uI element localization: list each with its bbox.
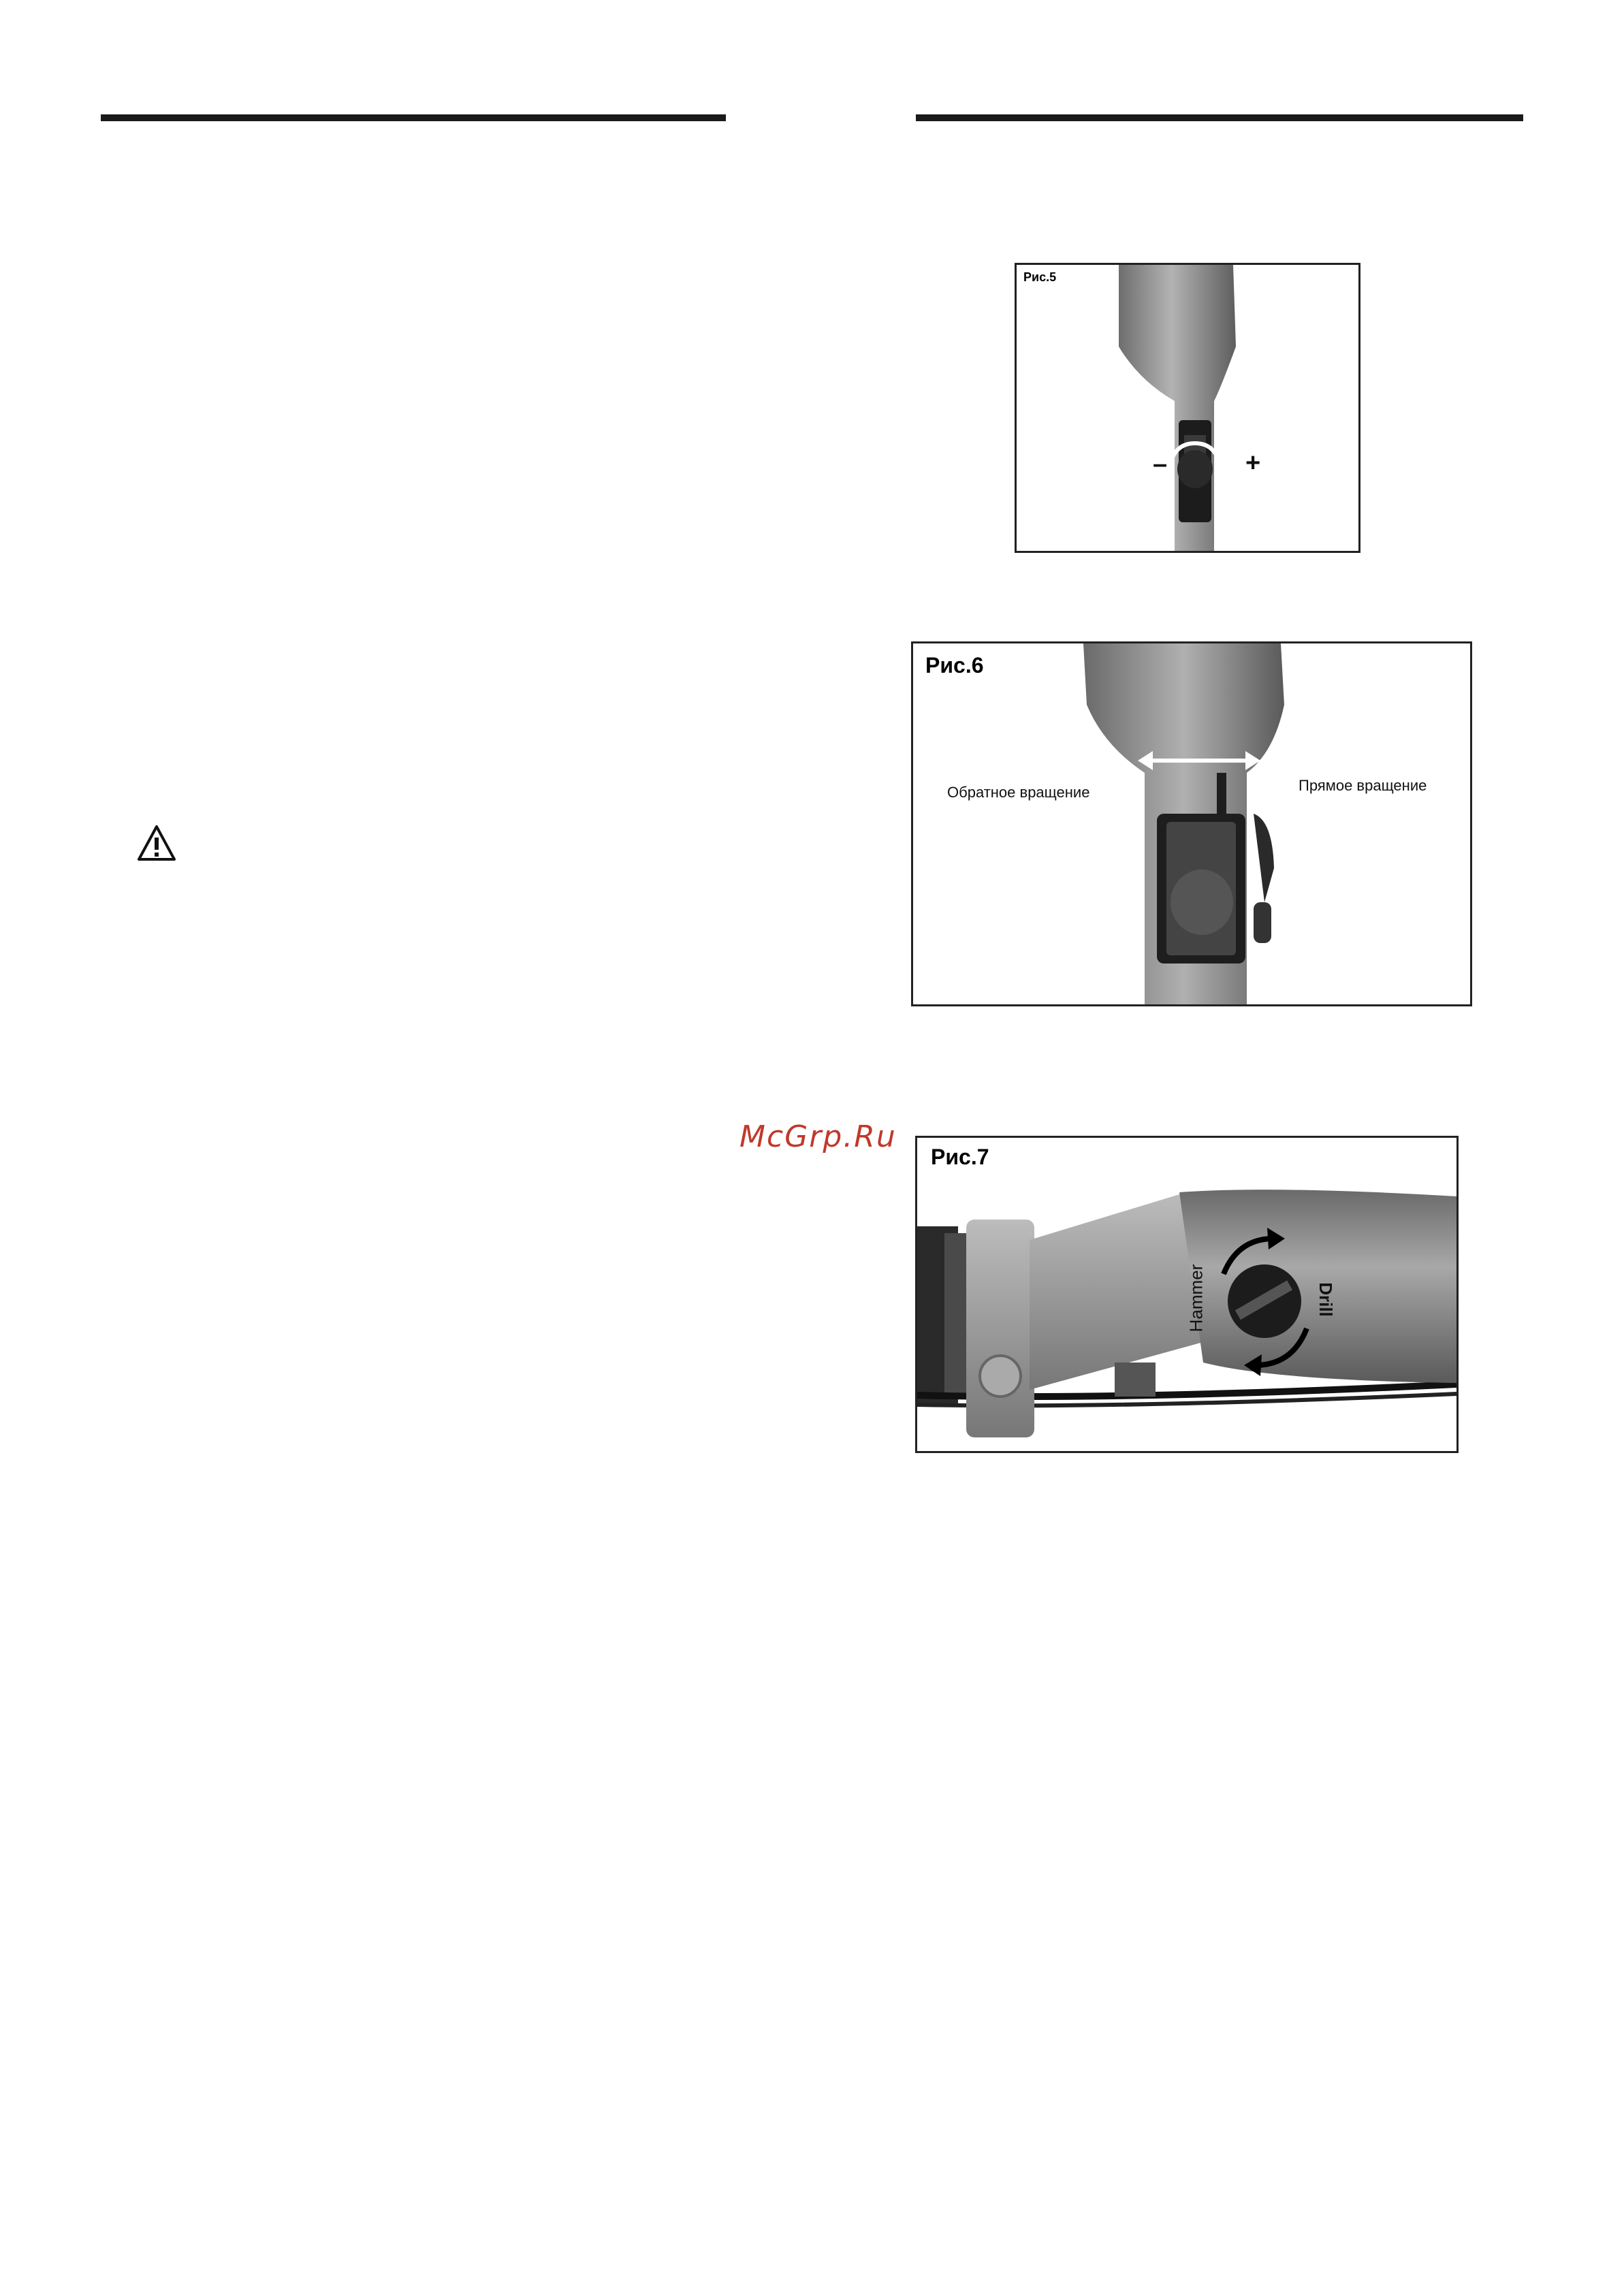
header-rule-right — [916, 114, 1523, 121]
header-rule-left — [101, 114, 726, 121]
figure-7-drill-label: Drill — [1315, 1282, 1336, 1317]
figure-7 — [915, 1136, 1459, 1453]
figure-6-forward-rotation-label: Прямое вращение — [1299, 777, 1427, 794]
figure-6 — [911, 641, 1472, 1006]
figure-5-plus-sign: + — [1245, 449, 1261, 477]
warning-triangle-icon — [136, 824, 177, 862]
figure-6-label: Рис.6 — [925, 653, 984, 678]
watermark: McGrp.Ru — [739, 1119, 897, 1154]
figure-6-photo — [913, 643, 1470, 1004]
figure-7-label: Рис.7 — [931, 1145, 989, 1169]
figure-6-reverse-rotation-label: Обратное вращение — [947, 784, 1090, 801]
figure-5-label: Рис.5 — [1023, 270, 1057, 284]
figure-5-minus-sign: – — [1153, 450, 1168, 479]
figure-5-photo — [1017, 265, 1358, 551]
figure-5 — [1015, 263, 1360, 553]
figure-7-hammer-label: Hammer — [1185, 1264, 1207, 1333]
